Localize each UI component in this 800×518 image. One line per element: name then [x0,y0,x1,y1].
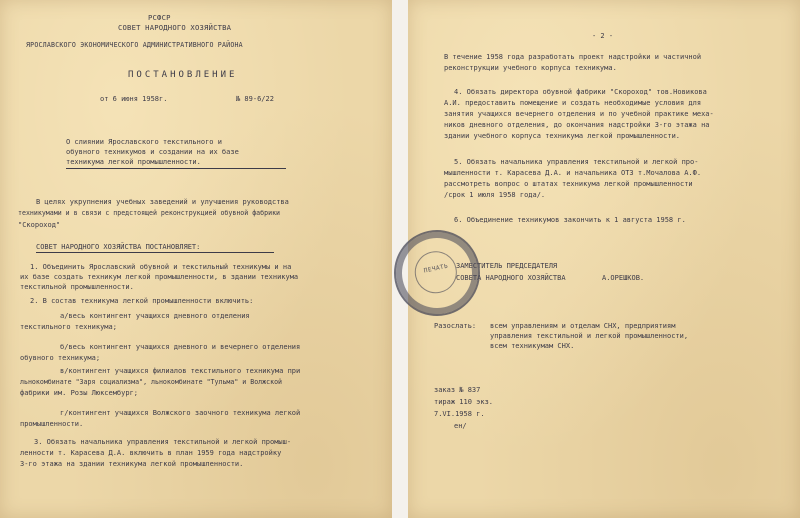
paragraph-6-line: 6. Объединение техникумов закончить к 1 августа 1958 г. [454,216,686,224]
paragraph-5-line: рассмотреть вопрос о штатах техникума легкой промышленности [444,180,693,188]
paragraph-3-line: 3-го этажа на здании техникума легкой промышленности. [20,460,244,468]
header-line-1: РСФСР [148,13,171,22]
signature-title-line-2: СОВЕТА НАРОДНОГО ХОЗЯЙСТВА [456,274,566,282]
intro-line: "Скороход" [18,221,61,229]
subject-underline [66,168,286,169]
paragraph-2-line: льнокомбинате "Заря социализма", льнокомбинате "Тульма" и Волжской [20,378,283,386]
document-number: № 89-6/22 [236,95,274,103]
intro-line: В целях укрупнения учебных заведений и улучшения руководства [36,198,289,206]
paragraph-4-line: А.И. предоставить помещение и создать необходимые условия для [444,99,702,107]
paragraph-4-line: занятия учащихся вечернего отделения и по учебной практике меха- [444,110,714,118]
paragraph-1-line: их базе создать техникум легкой промышленности, в здании техникума [20,273,299,281]
paragraph-3-line: ленности т. Карасева Д.А. включить в план 1959 года надстройку [20,449,282,457]
paragraph-1-line: текстильной промышленности. [20,283,134,291]
page-number: - 2 - [592,32,614,40]
paragraph-2-line: текстильного техникума; [20,323,117,331]
paragraph-2-line: г/контингент учащихся Волжского заочного техникума легкой [60,409,301,417]
paragraph-5-line: /срок 1 июля 1958 года/. [444,191,546,199]
paragraph-4-line: ников дневного отделения, до окончания надстройки 3-го этажа на [444,121,710,129]
paragraph-4-line: 4. Обязать директора обувной фабрики "Скороход" тов.Новикова [454,88,707,96]
signature-title-line-1: ЗАМЕСТИТЕЛЬ ПРЕДСЕДАТЕЛЯ [456,262,558,270]
paragraph-2-line: в/контингент учащихся филиалов текстильного техникума при [60,367,301,375]
paragraph-2-line: б/весь контингент учащихся дневного и вечернего отделения [60,343,301,351]
resolves-underline [36,252,274,253]
header-line-2: СОВЕТ НАРОДНОГО ХОЗЯЙСТВА [118,23,232,32]
header-line-3: ЯРОСЛАВСКОГО ЭКОНОМИЧЕСКОГО АДМИНИСТРАТИВНОГО РАЙОНА [26,41,243,49]
continuation-line: В течение 1958 года разработать проект надстройки и частичной [444,53,702,61]
resolves-line: СОВЕТ НАРОДНОГО ХОЗЯЙСТВА ПОСТАНОВЛЯЕТ: [36,243,201,251]
distribution-line: всем техникумам СНХ. [490,342,575,350]
subject-line: техникума легкой промышленности. [66,158,201,166]
paragraph-5-line: мышленности т. Карасева Д.А. и начальника ОТЗ т.Мочалова А.Ф. [444,169,702,177]
paragraph-2-line: фабрики им. Розы Люксембург; [20,389,139,397]
distribution-label: Разослать: [434,322,477,330]
footer-line: ен/ [454,422,467,430]
paragraph-2-line: а/весь контингент учащихся дневного отделения [60,312,250,320]
paragraph-2-line: 2. В состав техникума легкой промышленности включить: [30,297,254,305]
subject-line: обувного техникумов и создании на их базе [66,148,239,156]
continuation-line: реконструкции учебного корпуса техникума. [444,64,617,72]
footer-line: заказ № 837 [434,386,481,394]
paragraph-3-line: 3. Обязать начальника управления текстильной и легкой промыш- [34,438,292,446]
paragraph-1-line: 1. Объединить Ярославский обувной и текстильный техникумы и на [30,263,292,271]
paragraph-4-line: здании учебного корпуса техникума легкой промышленности. [444,132,681,140]
footer-line: тираж 110 экз. [434,398,494,406]
intro-line: техникумами и в связи с предстоящей реконструкцией обувной фабрики [18,209,281,217]
paragraph-2-line: промышленности. [20,420,84,428]
paragraph-2-line: обувного техникума; [20,354,101,362]
footer-line: 7.VI.1958 г. [434,410,485,418]
subject-line: О слиянии Ярославского текстильного и [66,138,222,146]
paragraph-5-line: 5. Обязать начальника управления текстильной и легкой про- [454,158,699,166]
distribution-line: всем управлениям и отделам СНХ, предприятиям [490,322,676,330]
document-date: от 6 июня 1958г. [100,95,168,103]
distribution-line: управления текстильной и легкой промышленности, [490,332,689,340]
document-title: ПОСТАНОВЛЕНИЕ [128,70,238,80]
seal-text: ПЕЧАТЬ [423,262,449,275]
left-page [0,0,392,518]
signatory-name: А.ОРЕШКОВ. [602,274,645,282]
